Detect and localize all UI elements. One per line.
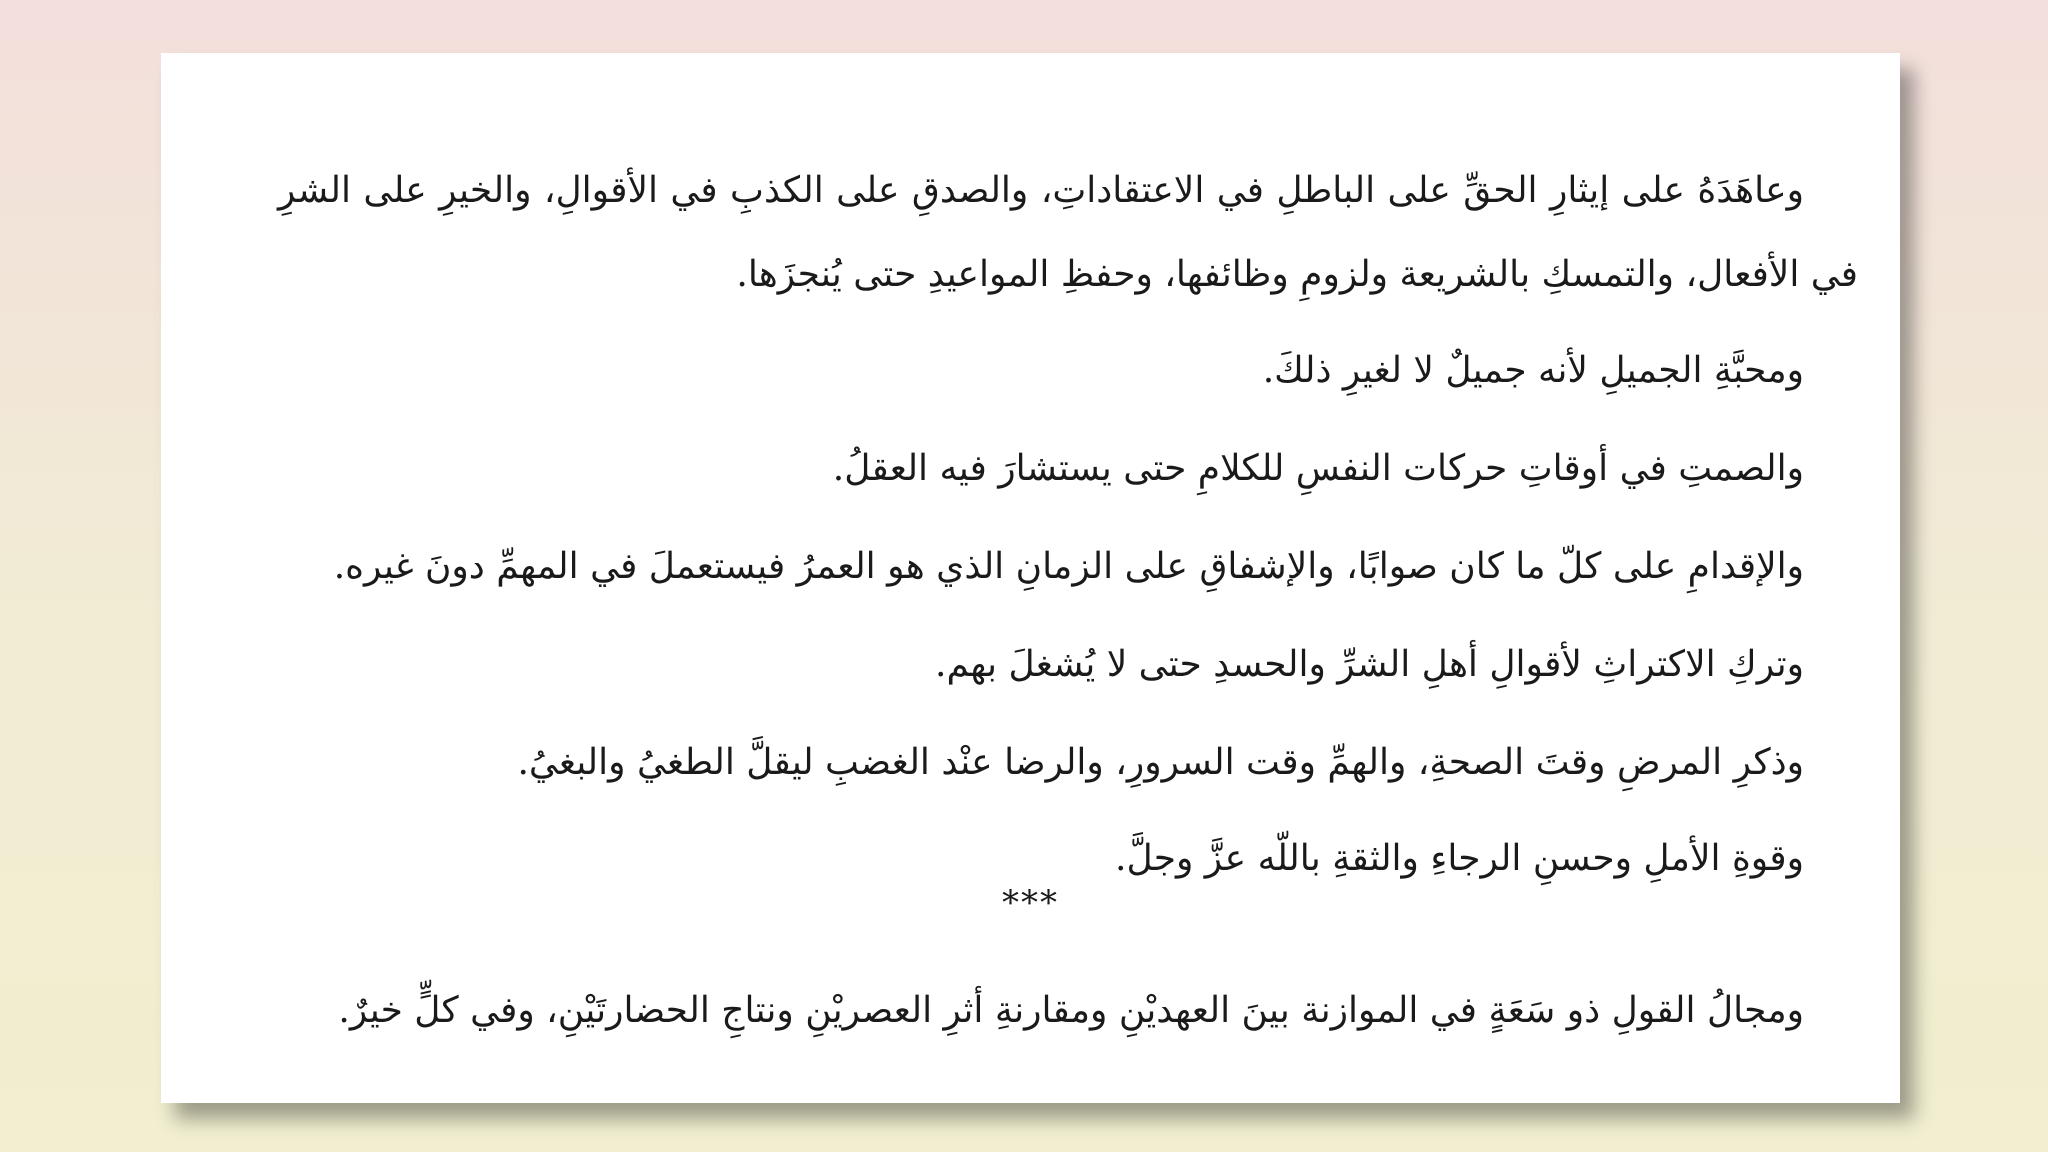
paragraph-8: ومجالُ القولِ ذو سَعَةٍ في الموازنة بينَ العهديْنِ ومقارنةِ أثرِ العصريْنِ ونتاجِ الحضارتَيْنِ، وفي كلٍّ خيرٌ. — [338, 990, 1804, 1031]
section-separator: *** — [1002, 883, 1059, 923]
paragraph-5: وتركِ الاكتراثِ لأقوالِ أهلِ الشرِّ والحسدِ حتى لا يُشغلَ بهم. — [935, 644, 1804, 685]
paragraph-1-text: وعاهَدَهُ على إيثارِ الحقِّ على الباطلِ في الاعتقاداتِ، والصدقِ على الكذبِ في الأقوالِ، والخيرِ على الشرِ في الأفعال، والتمسكِ بالشريعة ولزومِ وظائفها، وحفظِ المواعيدِ حتى يُنجزَها. — [278, 170, 1858, 295]
paragraph-4: والإقدامِ على كلّ ما كان صوابًا، والإشفاقِ على الزمانِ الذي هو العمرُ فيستعملَ في المهمِّ دونَ غيره. — [333, 546, 1804, 587]
paragraph-2: ومحبَّةِ الجميلِ لأنه جميلٌ لا لغيرِ ذلكَ. — [1262, 350, 1804, 391]
paragraph-7: وقوةِ الأملِ وحسنِ الرجاءِ والثقةِ باللّه عزَّ وجلَّ. — [1115, 838, 1804, 879]
paragraph-1 — [278, 149, 1858, 317]
paragraph-6: وذكرِ المرضِ وقتَ الصحةِ، والهمِّ وقت السرورِ، والرضا عنْد الغضبِ ليقلَّ الطغيُ والبغيُ. — [517, 742, 1804, 783]
paragraph-3: والصمتِ في أوقاتِ حركات النفسِ للكلامِ حتى يستشارَ فيه العقلُ. — [832, 448, 1804, 489]
document-page — [161, 53, 1900, 1103]
